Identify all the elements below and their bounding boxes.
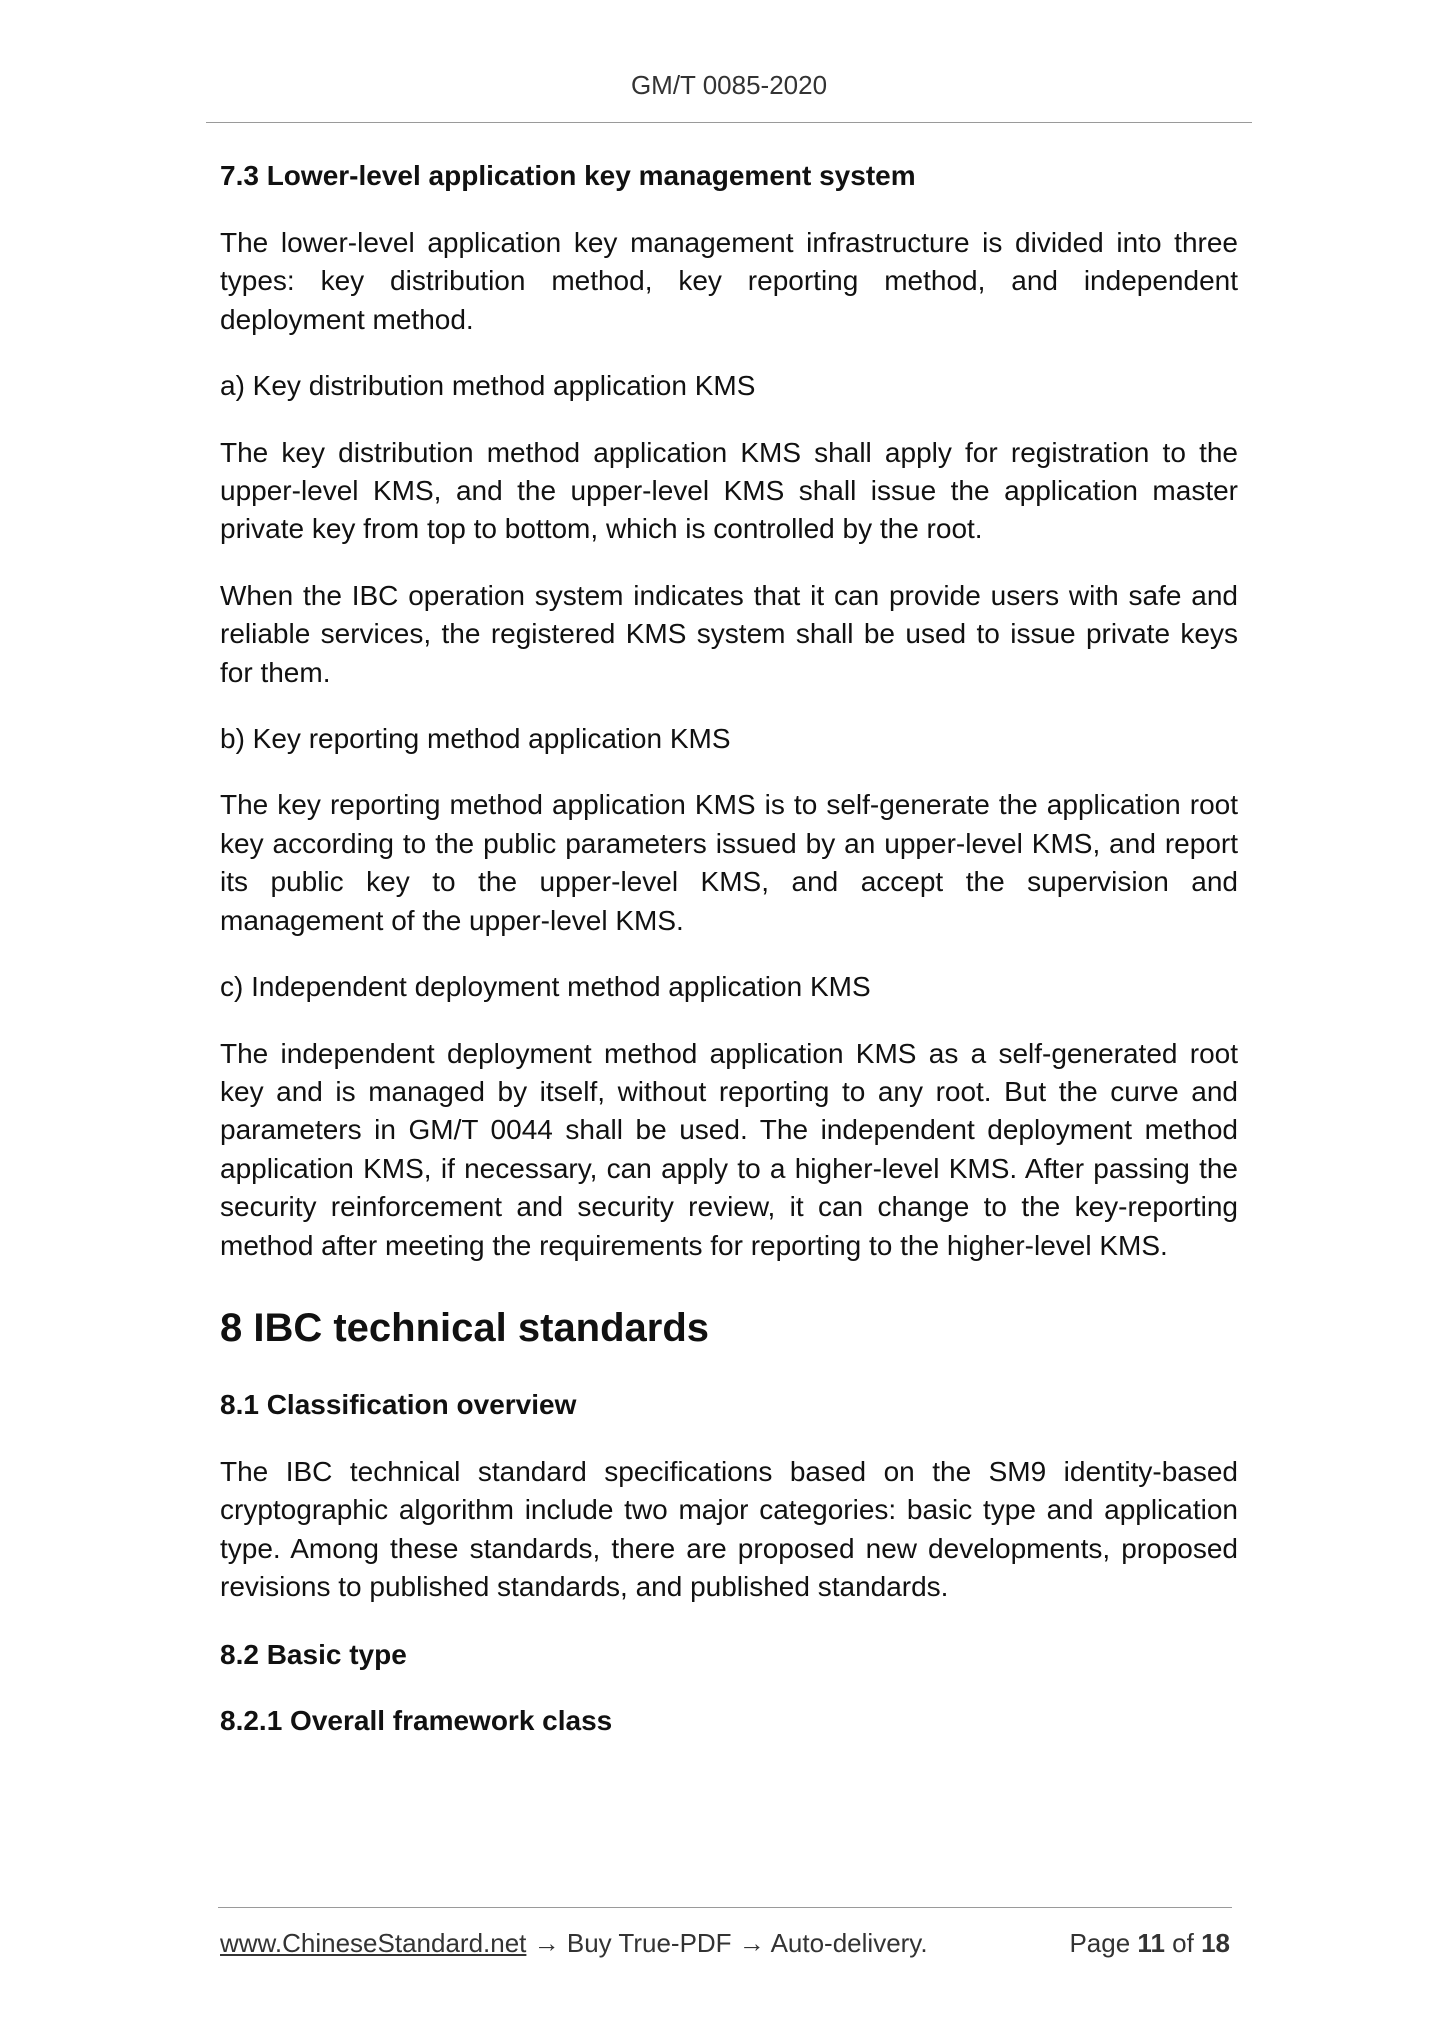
page-header [206, 70, 1252, 101]
doc-code: GM/T 0085-2020 [630, 70, 828, 100]
page-of: of [1172, 1928, 1194, 1958]
item-c-title: c) Independent deployment method application KMS [220, 971, 871, 1003]
header-divider [206, 122, 1252, 123]
item-a-paragraph-1: The key distribution method application KMS shall apply for registration to the upper-level KMS, and the upper-level KMS shall issue the application master private key from top to bottom, which is controlled by the root. [220, 436, 1238, 545]
website-link[interactable]: www.ChineseStandard.net [220, 1928, 527, 1958]
item-b-paragraph-1: The key reporting method application KMS is to self-generate the application root key according to the public parameters issued by an upper-level KMS, and report its public key to the upper-level KMS, and accept the supervision and management of the upper-level KMS. [220, 789, 1238, 936]
item-a-title: a) Key distribution method application KMS [220, 370, 756, 402]
page-label: Page [1069, 1928, 1131, 1958]
item-c-paragraph-1: The independent deployment method application KMS as a self-generated root key and is managed by itself, without reporting to any root. But the curve and parameters in GM/T 0044 shall be used. The independent deployment method application KMS, if necessary, can apply to a higher-level KMS. After passing the security reinforcement and security review, it can change to the key-reporting method after meeting the requirements for reporting to the higher-level KMS. [220, 1037, 1238, 1261]
footer-tagline: → Buy True-PDF → Auto-delivery. [526, 1928, 928, 1958]
heading-8-2: 8.2 Basic type [220, 1638, 407, 1670]
heading-8-2-1: 8.2.1 Overall framework class [220, 1704, 613, 1736]
item-b-title: b) Key reporting method application KMS [220, 723, 731, 755]
heading-8-1: 8.1 Classification overview [220, 1388, 577, 1420]
heading-8: 8 IBC technical standards [220, 1305, 710, 1350]
page-current: 11 [1137, 1928, 1165, 1958]
page-number [1069, 1928, 1230, 1959]
page-content [220, 140, 1238, 1739]
item-a-paragraph-2: When the IBC operation system indicates that it can provide users with safe and reliable services, the registered KMS system shall be used to issue private keys for them. [220, 579, 1238, 688]
footer-left [220, 1928, 928, 1959]
heading-7-3: 7.3 Lower-level application key management system [220, 160, 916, 191]
page-total: 18 [1201, 1928, 1230, 1958]
paragraph-7-3-intro: The lower-level application key management infrastructure is divided into three types: key distribution method, key reporting method, and independent deployment method. [220, 227, 1238, 335]
paragraph-8-1: The IBC technical standard specifications based on the SM9 identity-based cryptographic algorithm include two major categories: basic type and application type. Among these standards, there are proposed new developments, proposed revisions to published standards, and published standards. [220, 1455, 1238, 1603]
footer-divider [218, 1907, 1232, 1908]
page-footer [220, 1928, 1230, 1959]
